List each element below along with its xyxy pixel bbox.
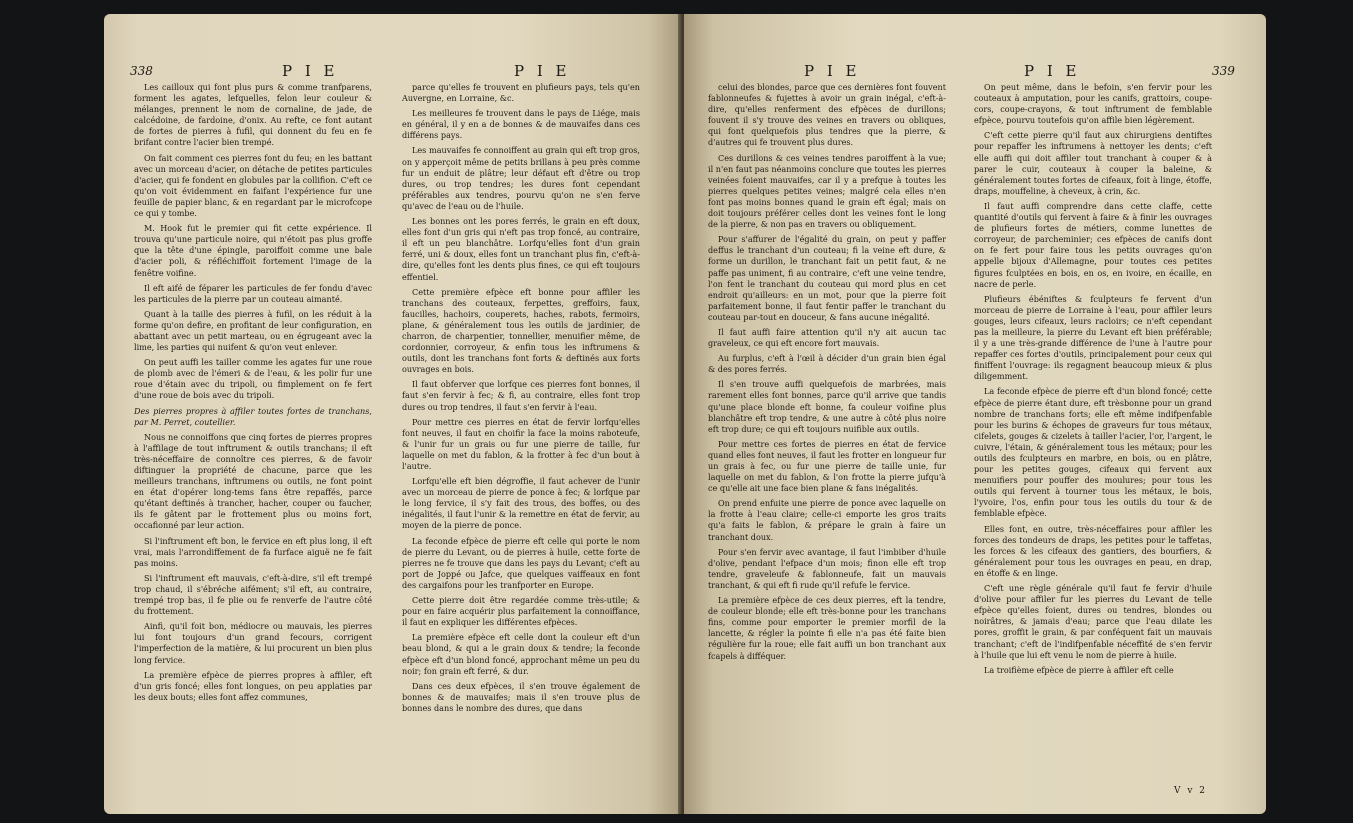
paragraph: Il s'en trouve auffi quelquefois de marbrées, mais rarement elles font bonnes, parce qu'il arrive que tandis qu'une place blonde eft bonne, fa couleur voifine plus blanchâtre eft trop tendre, & une autre à côté plus noire eft trop dure; ce qui eft toujours nuifible aux outils.: [708, 379, 946, 434]
paragraph: La première efpèce eft celle dont la couleur eft d'un beau blond, & qui a le grain doux & tendre; la feconde efpèce eft d'un blond foncé, approchant même un peu du noir; fon grain eft ferré, & dur.: [402, 632, 640, 676]
paragraph: Il faut auffi comprendre dans cette claffe, cette quantité d'outils qui fervent à faire & à finir les ouvrages de plufieurs fortes de métiers, comme lunettes de corroyeur, de parcheminier; ces efpèces de canifs dont on fe fert pour faire tous les petits ouvrages qu'on appelle bijoux d'Allemagne, pour toutes ces petites figures fculptées en bois, en os, en ivoire, en écaille, en nacre de perle.: [974, 200, 1212, 289]
paragraph: Nous ne connoiffons que cinq fortes de pierres propres à l'affilage de tout inftrument & outils tranchans; il eft très-néceffaire de connoître ces pierres, & de favoir diftinguer la propriété de chacune, parce que les meilleurs tranchans, inftrumens ou outils, ne font point en état d'opérer long-tems fans être repaffés, parce qu'étant deftinés à trancher, hacher, couper ou faucher, ils fe gâtent par le frottement plus ou moins fort, occafionné par leur action.: [134, 431, 372, 531]
running-head: P I E: [282, 62, 339, 80]
paragraph: Cette pierre doit être regardée comme très-utile; & pour en faire acquérir plus parfaitement la connoiffance, il faut en expliquer les différentes efpèces.: [402, 595, 640, 628]
paragraph: On peut auffi les tailler comme les agates fur une roue de plomb avec de l'émeri & de l'eau, & les polir fur une roue d'étain avec du tripoli, ou fimplement on fe fert d'une roue de bois avec du tripoli.: [134, 357, 372, 401]
paragraph: Pour mettre ces pierres en état de fervir lorfqu'elles font neuves, il faut en choifir la face la moins raboteufe, & l'unir fur un grais ou fur une pierre de taille, fur laquelle on met du fablon, & la frotter à fec d'un bout à l'autre.: [402, 416, 640, 471]
left-page: [104, 14, 682, 814]
paragraph: Lorfqu'elle eft bien dégroffie, il faut achever de l'unir avec un morceau de pierre de ponce à fec; & lorfque par le long fervice, il s'y fait des trous, des boffes, ou des inégalités, il faut l'unir & la remettre en état de fervir, au moyen de la pierre de ponce.: [402, 476, 640, 531]
paragraph: Les meilleures fe trouvent dans le pays de Liége, mais en général, il y en a de bonnes & de mauvaifes dans ces différens pays.: [402, 108, 640, 141]
text-column-left: [134, 82, 372, 707]
paragraph: C'eft une règle générale qu'il faut fe fervir d'huile d'olive pour affiler fur les pierres du Levant de telle efpèce qu'elles foient, dures ou tendres, blondes ou noirâtres, & jamais d'eau; parce que l'eau dilate les pores, groffit le grain, & par conféquent fait un mauvais tranchant; c'eft de l'indifpenfable néceffité de s'en fervir à l'huile que lui eft venu le nom de pierre à huile.: [974, 583, 1212, 660]
paragraph: Il faut auffi faire attention qu'il n'y ait aucun tac graveleux, ce qui eft encore fort mauvais.: [708, 326, 946, 349]
paragraph: On fait comment ces pierres font du feu; en les battant avec un morceau d'acier, on détache de petites particules d'acier, qui fe fondent en globules par la collifion. C'eft ce qu'on voit évidemment en faifant l'expérience fur une feuille de papier blanc, & en regardant par le microfcope ce qui y tombe.: [134, 152, 372, 219]
paragraph: Pour s'en fervir avec avantage, il faut l'imbiber d'huile d'olive, pendant l'efpace d'un mois; finon elle eft trop tendre, graveleufe & fablonneufe, fait un mauvais tranchant, & qui eft fi rude qu'il refufe le fervice.: [708, 546, 946, 590]
open-book: [104, 14, 1266, 814]
paragraph: Des pierres propres à affiler toutes fortes de tranchans, par M. Perret, coutellier.: [134, 405, 372, 427]
text-column-right: [402, 82, 640, 718]
page-number: 339: [1212, 64, 1235, 78]
signature-mark: V v 2: [1174, 786, 1208, 796]
text-column-left: [708, 82, 946, 666]
page-number: 338: [130, 64, 153, 78]
paragraph: Pour s'affurer de l'égalité du grain, on peut y paffer deffus le tranchant d'un couteau; fi la veine eft dure, & forme un durillon, le tranchant fait un petit faut, & ne paffe pas uniment, fi au contraire, c'eft une veine tendre, l'on fent le tranchant du couteau qui mord plus en cet endroit qu'ailleurs: en un mot, pour que la pierre foit parfaitement bonne, il faut fentir paffer le tranchant du couteau par-tout en douceur, & fans aucune inégalité.: [708, 234, 946, 322]
paragraph: On peut même, dans le befoin, s'en fervir pour les couteaux à amputation, pour les canifs, grattoirs, coupe-cors, coupe-crayons, & tout inftrument de femblable efpèce, pourvu toutefois qu'on affile bien légèrement.: [974, 82, 1212, 126]
paragraph: Ainfi, qu'il foit bon, médiocre ou mauvais, les pierres lui font toujours d'un grand fecours, corrigent l'imperfection de la matière, & lui procurent un bien plus long fervice.: [134, 621, 372, 665]
paragraph: Si l'inftrument eft bon, le fervice en eft plus long, il eft vrai, mais l'arrondiffement de fa furface aiguë ne fe fait pas moins.: [134, 535, 372, 568]
paragraph: Dans ces deux efpèces, il s'en trouve également de bonnes & de mauvaifes; mais il s'en trouve plus de bonnes dans le nombre des dures, que dans: [402, 680, 640, 713]
paragraph: Si l'inftrument eft mauvais, c'eft-à-dire, s'il eft trempé trop chaud, il s'ébréche aifément; s'il eft, au contraire, trempé trop bas, il fe plie ou fe renverfe de l'autre côté du frottement.: [134, 572, 372, 617]
paragraph: La troifième efpèce de pierre à affiler eft celle: [984, 664, 1174, 675]
paragraph: Les cailloux qui font plus purs & comme tranfparens, forment les agates, lefquelles, felon leur couleur & mélanges, prennent le nom de cornaline, de jade, de calcédoine, de fardoine, d'onix. Au refte, ce font autant de fortes de pierres à fufil, qui donnent du feu en fe brifant contre l'acier bien trempé.: [134, 82, 372, 148]
running-head: P I E: [804, 62, 861, 80]
text-column-right: [974, 82, 1212, 680]
paragraph: La feconde efpèce de pierre eft d'un blond foncé; cette efpèce de pierre étant dure, eft trèsbonne pour un grand nombre de tranchans forts; elle eft même indifpenfable pour les burins & échopes de graveurs fur tous métaux, cifelets, gouges & cizelets à tailler l'acier, l'or, l'argent, le cuivre, l'étain, & généralement tous les métaux; pour les outils des fculpteurs en marbre, en bois, ou en plâtre, pour les petites gouges, cifeaux qui fervent aux menuifiers pour pouffer des moulures; pour tous les outils qui fervent à tourner tous les métaux, le bois, l'yvoire, l'os, enfin pour tous les outils du tour & de femblable efpèce.: [974, 386, 1212, 519]
paragraph: On prend enfuite une pierre de ponce avec laquelle on la frotte à l'eau claire; celle-ci emporte les gros traits qu'a faits le fablon, & prépare le grain à faire un tranchant doux.: [708, 498, 946, 542]
paragraph: Les bonnes ont les pores ferrés, le grain en eft doux, elles font d'un gris qui n'eft pas trop foncé, au contraire, il eft un peu blanchâtre. Lorfqu'elles font d'un grain ferré, uni & doux, elles font un tranchant plus fin, c'eft-à-dire, qu'elles font les dents plus fines, ce qui eft toujours effentiel.: [402, 216, 640, 282]
paragraph: M. Hook fut le premier qui fit cette expérience. Il trouva qu'une particule noire, qui n'étoit pas plus groffe que la tête d'une épingle, paroiffoit comme une bale d'acier poli, & réfléchiffoit fortement l'image de la fenêtre voifine.: [134, 223, 372, 278]
paragraph: Elles font, en outre, très-néceffaires pour affiler les forces des tondeurs de draps, les petites pour le taffetas, les forces & les cifeaux des gantiers, des bourfiers, & généralement pour tous les ouvrages en peau, en drap, en étoffe & en linge.: [974, 523, 1212, 578]
paragraph: Quant à la taille des pierres à fufil, on les réduit à la forme qu'on defire, en profitant de leur configuration, en abattant avec un petit marteau, ou en égrugeant avec la lime, les parties qui nuifent & qu'on veut enlever.: [134, 308, 372, 353]
paragraph: Il faut obferver que lorfque ces pierres font bonnes, il faut s'en fervir à fec; & fi, au contraire, elles font trop dures ou trop tendres, il faut s'en fervir à l'eau.: [402, 379, 640, 412]
paragraph: celui des blondes, parce que ces dernières font fouvent fablonneufes & fujettes à avoir un grain inégal, c'eft-à-dire, qu'elles renferment des efpèces de durillons; fouvent il s'y trouve des veines en travers ou obliques, qui font quelquefois plus tendres que la pierre, & d'autres qui fe trouvent plus dures.: [708, 82, 946, 148]
running-head: P I E: [1024, 62, 1081, 80]
paragraph: parce qu'elles fe trouvent en plufieurs pays, tels qu'en Auvergne, en Lorraine, &c.: [402, 82, 640, 104]
paragraph: Cette première efpèce eft bonne pour affiler les tranchans des couteaux, ferpettes, greffoirs, faux, faucilles, hachoirs, couperets, haches, rabots, fermoirs, plane, & généralement tous les outils de jardinier, de charron, de charpentier, tonnellier, menuifier même, de cordonnier, corroyeur, & enfin tous les inftrumens & outils, dont les tranchans font forts & deftinés aux forts ouvrages en bois.: [402, 286, 640, 375]
paragraph: Au furplus, c'eft à l'œil à décider d'un grain bien égal & des pores ferrés.: [708, 353, 946, 375]
paragraph: Il eft aifé de féparer les particules de fer fondu d'avec les particules de la pierre par un couteau aimanté.: [134, 282, 372, 304]
paragraph: Plufieurs ébéniftes & fculpteurs fe fervent d'un morceau de pierre de Lorraine à l'eau, pour affiler leurs gouges, leurs cifeaux, leurs racloirs; ce n'eft cependant pas la meilleure, la pierre du Levant eft bien préférable; il y a une très-grande différence de l'une à l'autre pour repaffer ces fortes d'outils, principalement pour ceux qui finiffent l'ouvrage: ils regagnent beaucoup mieux & plus diligemment.: [974, 293, 1212, 382]
paragraph: Pour mettre ces fortes de pierres en état de fervice quand elles font neuves, il faut les frotter en longueur fur un grais à fec, ou fur une pierre de taille unie, fur laquelle on met du fablon, & l'on frotte la pierre jufqu'à ce qu'elle ait une face bien plane & fans inégalités.: [708, 438, 946, 494]
paragraph: La première efpèce de ces deux pierres, eft la tendre, de couleur blonde; elle eft très-bonne pour les tranchans fins, comme pour emporter le premier morfil de la lancette, & régler la pointe fi elle n'a pas été faite bien régulière fur la roue; elle fait auffi un bon tranchant aux fcapels à difféquer.: [708, 595, 946, 661]
paragraph: Ces durillons & ces veines tendres paroiffent à la vue; il n'en faut pas néanmoins conclure que toutes les pierres veinées foient mauvaifes, car il y a prefque à toutes les pierres quelques petites veines; malgré cela elles n'en font pas moins bonnes quand le grain eft égal; mais on doit toujours préférer celles dont les veines font le long de la pierre, & non pas en travers ou obliquement.: [708, 152, 946, 230]
right-page: [684, 14, 1266, 814]
paragraph: La première efpèce de pierres propres à affiler, eft d'un gris foncé; elles font longues, on peu applaties par les deux bouts; elles font affez communes,: [134, 669, 372, 702]
running-head: P I E: [514, 62, 571, 80]
paragraph: La feconde efpèce de pierre eft celle qui porte le nom de pierre du Levant, ou de pierres à huile, cette forte de pierres ne fe trouve que dans les pays du Levant; c'eft au port de Joppé ou Jafce, que quelques vaiffeaux en font des cargaifons pour les tranfporter en Europe.: [402, 535, 640, 590]
paragraph: Les mauvaifes fe connoiffent au grain qui eft trop gros, on y apperçoit même de petits brillans à peu près comme fur un enduit de plâtre; leur défaut eft d'être ou trop dures, ou trop tendres; les dures font cependant préférables aux tendres, pourvu qu'on ne s'en ferve qu'avec de l'eau ou de l'huile.: [402, 145, 640, 211]
paragraph: C'eft cette pierre qu'il faut aux chirurgiens dentiftes pour repaffer les inftrumens à nettoyer les dents; c'eft elle auffi qui doit affiler tout tranchant à couper & à parer le cuir, couteaux à couper la baleine, & généralement toutes fortes de cifeaux, foit à linge, étoffe, draps, mouffeline, à cheveux, à crin, &c.: [974, 130, 1212, 196]
